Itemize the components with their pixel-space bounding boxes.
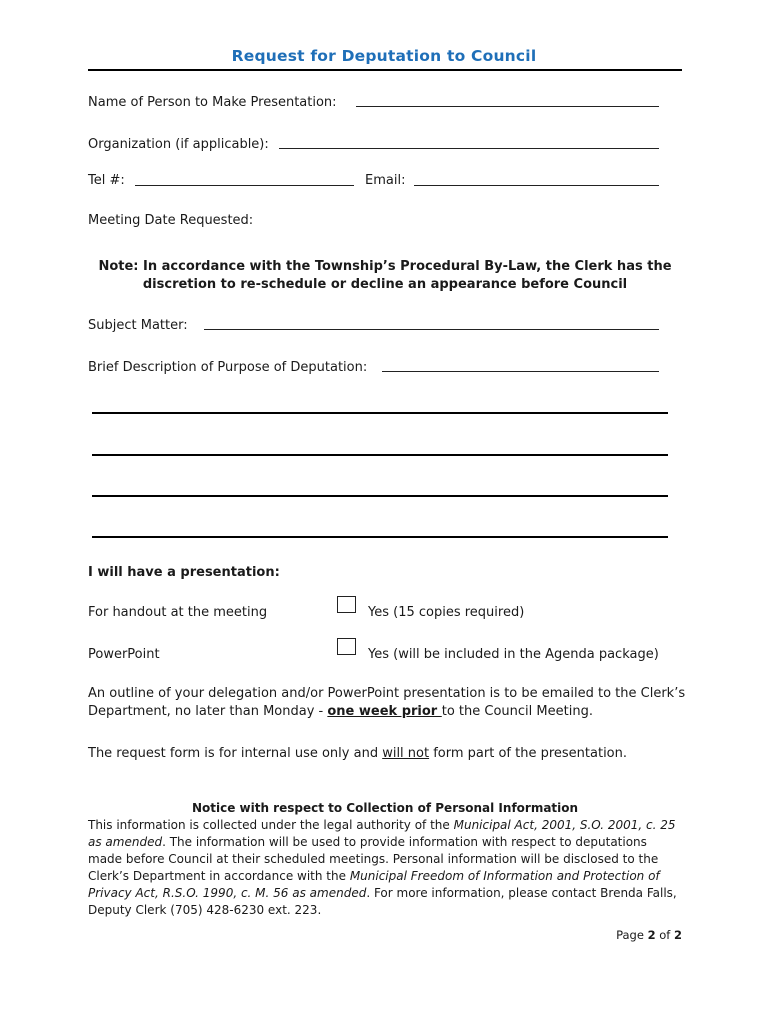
outline-paragraph <box>88 685 688 721</box>
internal-text: The request form is for internal use only and <box>88 746 383 761</box>
description-line[interactable] <box>92 454 668 456</box>
organization-field[interactable] <box>279 148 659 149</box>
email-label: Email: <box>365 173 406 188</box>
outline-deadline: one week prior <box>327 704 442 719</box>
description-line[interactable] <box>92 536 668 538</box>
page-total: 2 <box>673 928 682 942</box>
email-field[interactable] <box>414 185 659 186</box>
powerpoint-option: Yes (will be included in the Agenda package) <box>368 647 659 662</box>
organization-label: Organization (if applicable): <box>88 137 269 152</box>
tel-field[interactable] <box>135 185 354 186</box>
name-field[interactable] <box>356 106 659 107</box>
tel-label: Tel #: <box>88 173 125 188</box>
handout-label: For handout at the meeting <box>88 605 268 620</box>
description-label: Brief Description of Purpose of Deputation: <box>88 360 368 375</box>
title-divider <box>88 69 682 71</box>
outline-text-end: to the Council Meeting. <box>441 704 593 719</box>
privacy-text: . For more information, please contact Brenda Falls, Deputy Clerk (705) 428-6230 ext. 223. <box>88 886 677 917</box>
meeting-date-label: Meeting Date Requested: <box>88 213 254 228</box>
of-word: of <box>655 928 674 942</box>
internal-text-end: form part of the presentation. <box>429 746 628 761</box>
subject-label: Subject Matter: <box>88 318 188 333</box>
procedural-note: Note: In accordance with the Township’s Procedural By-Law, the Clerk has the discretion to re-schedule or decline an appearance before Council <box>98 259 672 292</box>
privacy-notice <box>88 817 684 919</box>
internal-will-not: will not <box>382 746 430 761</box>
page-title: Request for Deputation to Council <box>231 47 537 65</box>
internal-use-paragraph <box>88 745 688 763</box>
municipal-act: Municipal Act, 2001, S.O. 2001, c. 25 as amended <box>88 818 676 849</box>
description-line[interactable] <box>92 412 668 414</box>
privacy-notice-heading: Notice with respect to Collection of Personal Information <box>191 801 579 815</box>
page-number <box>560 928 682 942</box>
powerpoint-checkbox[interactable] <box>337 638 356 655</box>
page-word: Page <box>616 928 648 942</box>
powerpoint-label: PowerPoint <box>88 647 160 662</box>
outline-text: An outline of your delegation and/or PowerPoint presentation is to be emailed to the Clerk’s Department, no later than Monday - <box>88 686 686 719</box>
privacy-text: . The information will be used to provide information with respect to deputations made before Council at their scheduled meetings. Personal information will be disclosed to the Clerk’s Department in accordance with the <box>88 835 659 883</box>
page-current: 2 <box>647 928 656 942</box>
description-line[interactable] <box>92 495 668 497</box>
handout-checkbox[interactable] <box>337 596 356 613</box>
presentation-heading: I will have a presentation: <box>88 565 280 580</box>
mfippa-act: Municipal Freedom of Information and Protection of Privacy Act, R.S.O. 1990, c. M. 56 as amended <box>88 869 660 900</box>
handout-option: Yes (15 copies required) <box>368 605 525 620</box>
name-label: Name of Person to Make Presentation: <box>88 95 337 110</box>
privacy-text: This information is collected under the legal authority of the <box>88 818 454 832</box>
subject-field[interactable] <box>204 329 659 330</box>
description-field[interactable] <box>382 371 659 372</box>
